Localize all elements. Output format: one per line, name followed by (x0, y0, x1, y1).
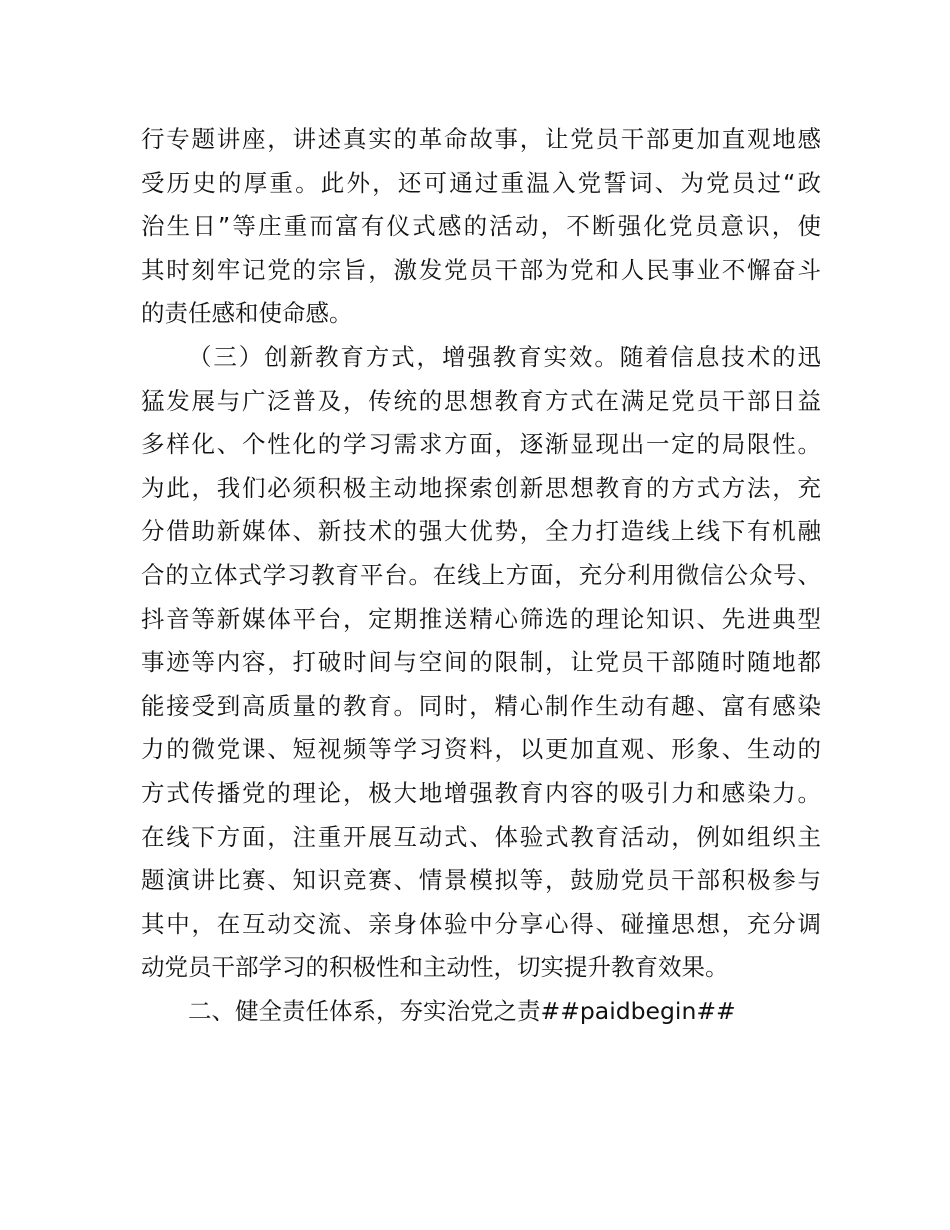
text-line: 事迹等内容，打破时间与空间的限制，让党员干部随时随地都 (141, 648, 821, 677)
text-line: 受历史的厚重。此外，还可通过重温入党誓词、为党员过“政 (141, 168, 821, 197)
text-line: 力的微党课、短视频等学习资料，以更加直观、形象、生动的 (141, 735, 821, 764)
text-line: 分借助新媒体、新技术的强大优势，全力打造线上线下有机融 (141, 517, 821, 546)
text-line: 在线下方面，注重开展互动式、体验式教育活动，例如组织主 (141, 822, 821, 851)
text-line: 题演讲比赛、知识竞赛、情景模拟等，鼓励党员干部积极参与 (141, 866, 821, 895)
text-line: 其时刻牢记党的宗旨，激发党员干部为党和人民事业不懈奋斗 (141, 255, 821, 284)
text-line: 能接受到高质量的教育。同时，精心制作生动有趣、富有感染 (141, 691, 821, 720)
text-line: 治生日”等庄重而富有仪式感的活动，不断强化党员意识，使 (141, 212, 821, 241)
text-line: 多样化、个性化的学习需求方面，逐渐显现出一定的局限性。 (141, 430, 821, 459)
section-heading-2: 二、健全责任体系，夯实治党之责##paidbegin## (188, 996, 736, 1025)
text-line: 猛发展与广泛普及，传统的思想教育方式在满足党员干部日益 (141, 386, 821, 415)
text-line: 其中，在互动交流、亲身体验中分享心得、碰撞思想，充分调 (141, 909, 821, 938)
paragraph-innovate-education (141, 336, 821, 990)
text-line: 方式传播党的理论，极大地增强教育内容的吸引力和感染力。 (141, 778, 821, 807)
text-line: 的责任感和使命感。 (141, 299, 353, 328)
section-heading-3: （三）创新教育方式，增强教育实效。随着信息技术的迅 (188, 342, 821, 371)
text-line: 为此，我们必须积极主动地探索创新思想教育的方式方法，充 (141, 473, 821, 502)
text-line: 抖音等新媒体平台，定期推送精心筛选的理论知识、先进典型 (141, 604, 821, 633)
paragraph-education-ritual (141, 118, 821, 336)
text-line: 合的立体式学习教育平台。在线上方面，充分利用微信公众号、 (141, 560, 821, 589)
text-line: 动党员干部学习的积极性和主动性，切实提升教育效果。 (141, 953, 729, 982)
text-line: 行专题讲座，讲述真实的革命故事，让党员干部更加直观地感 (141, 125, 821, 153)
document-body (141, 118, 821, 1033)
